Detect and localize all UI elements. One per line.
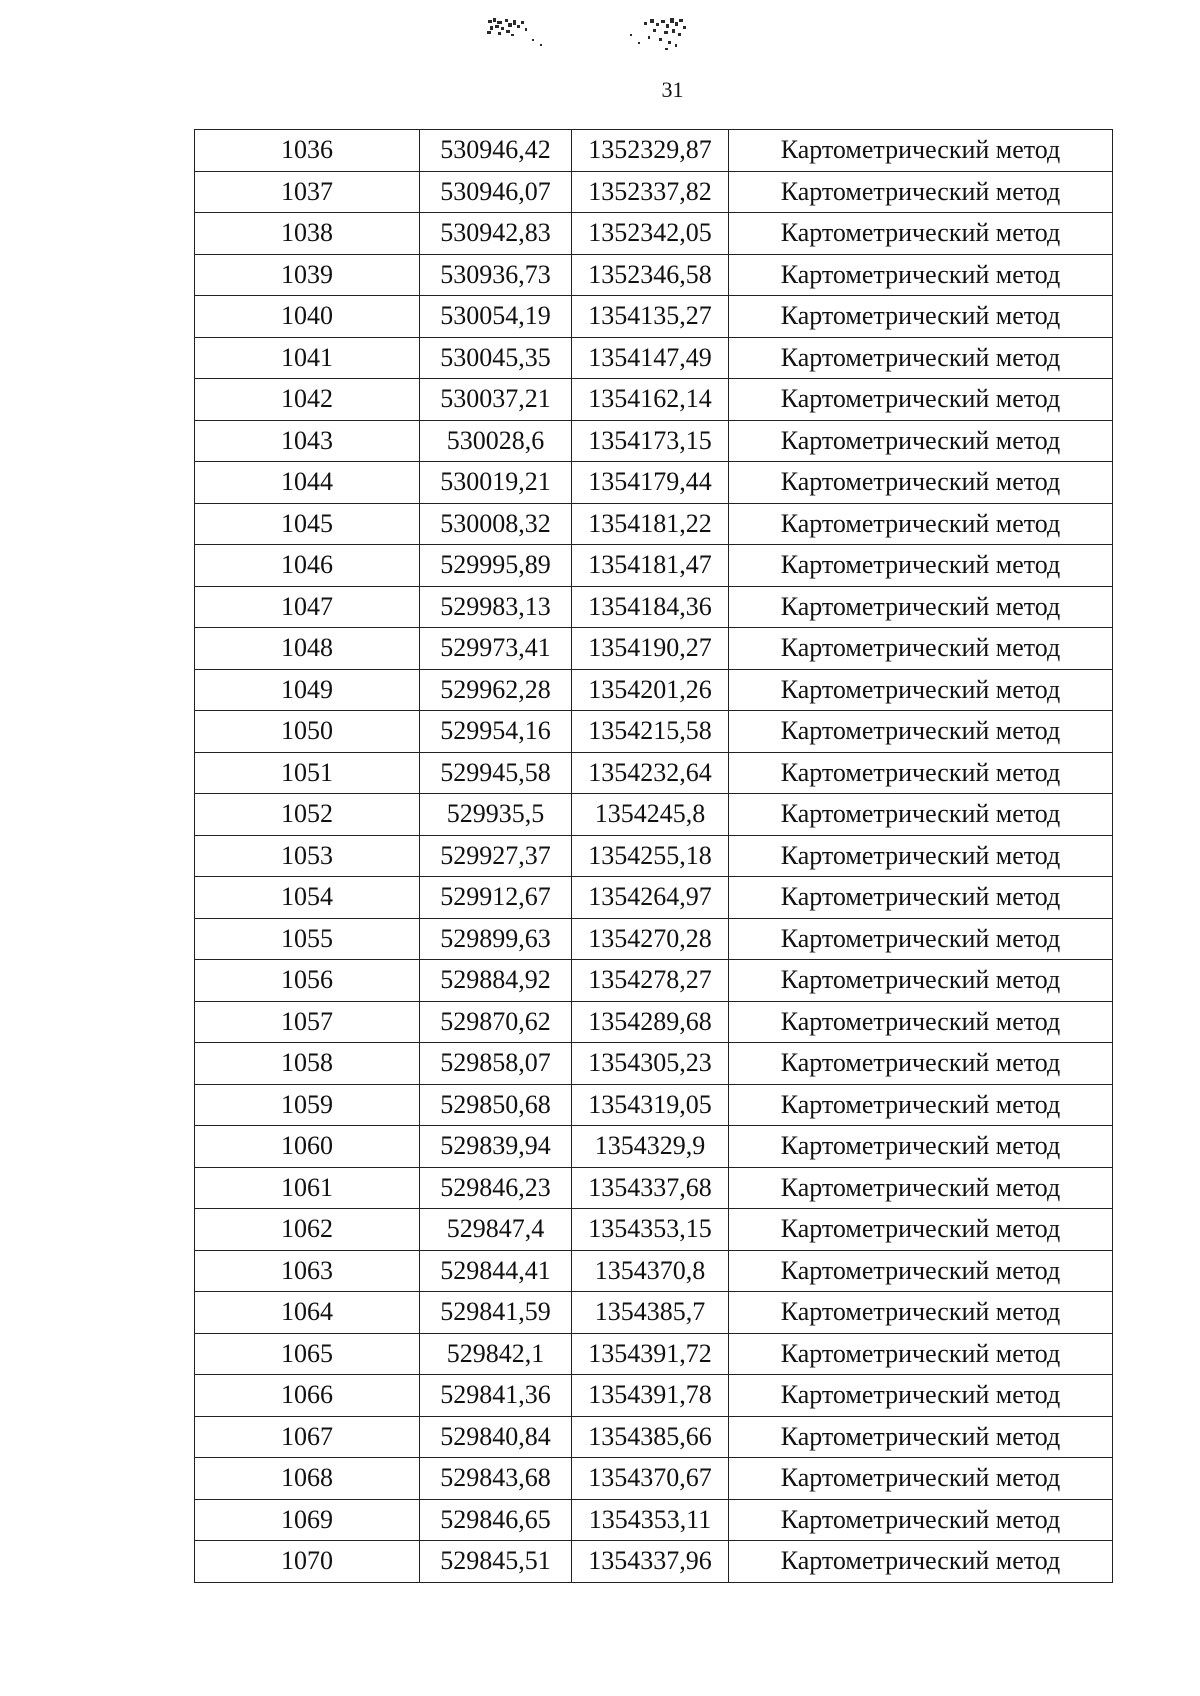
table-row: [195, 213, 1113, 255]
ink-stamp-noise-icon: [480, 14, 720, 66]
point-number-cell: 1065: [195, 1333, 420, 1375]
y-coordinate-cell: 1354329,9: [572, 1126, 729, 1168]
x-coordinate-cell: 529935,5: [420, 794, 572, 836]
method-cell: Картометрический метод: [729, 1499, 1113, 1541]
table-row: [195, 1043, 1113, 1085]
y-coordinate-cell: 1354278,27: [572, 960, 729, 1002]
table-row: [195, 628, 1113, 670]
y-coordinate-cell: 1354181,47: [572, 545, 729, 587]
point-number-cell: 1045: [195, 503, 420, 545]
table-row: [195, 1375, 1113, 1417]
x-coordinate-cell: 529840,84: [420, 1416, 572, 1458]
y-coordinate-cell: 1354370,67: [572, 1458, 729, 1500]
x-coordinate-cell: 529995,89: [420, 545, 572, 587]
method-cell: Картометрический метод: [729, 711, 1113, 753]
method-cell: Картометрический метод: [729, 1043, 1113, 1085]
x-coordinate-cell: 529844,41: [420, 1250, 572, 1292]
x-coordinate-cell: 529870,62: [420, 1001, 572, 1043]
method-cell: Картометрический метод: [729, 171, 1113, 213]
y-coordinate-cell: 1354179,44: [572, 462, 729, 504]
x-coordinate-cell: 529884,92: [420, 960, 572, 1002]
x-coordinate-cell: 530942,83: [420, 213, 572, 255]
method-cell: Картометрический метод: [729, 918, 1113, 960]
method-cell: Картометрический метод: [729, 1333, 1113, 1375]
y-coordinate-cell: 1352337,82: [572, 171, 729, 213]
y-coordinate-cell: 1354305,23: [572, 1043, 729, 1085]
x-coordinate-cell: 529841,36: [420, 1375, 572, 1417]
point-number-cell: 1052: [195, 794, 420, 836]
point-number-cell: 1061: [195, 1167, 420, 1209]
x-coordinate-cell: 529841,59: [420, 1292, 572, 1334]
x-coordinate-cell: 529962,28: [420, 669, 572, 711]
y-coordinate-cell: 1354135,27: [572, 296, 729, 338]
y-coordinate-cell: 1354215,58: [572, 711, 729, 753]
y-coordinate-cell: 1354385,7: [572, 1292, 729, 1334]
y-coordinate-cell: 1352329,87: [572, 130, 729, 172]
method-cell: Картометрический метод: [729, 1167, 1113, 1209]
y-coordinate-cell: 1354264,97: [572, 877, 729, 919]
y-coordinate-cell: 1354201,26: [572, 669, 729, 711]
y-coordinate-cell: 1354255,18: [572, 835, 729, 877]
point-number-cell: 1064: [195, 1292, 420, 1334]
table-row: [195, 545, 1113, 587]
point-number-cell: 1063: [195, 1250, 420, 1292]
table-row: [195, 1001, 1113, 1043]
method-cell: Картометрический метод: [729, 1250, 1113, 1292]
method-cell: Картометрический метод: [729, 254, 1113, 296]
point-number-cell: 1059: [195, 1084, 420, 1126]
table-row: [195, 960, 1113, 1002]
y-coordinate-cell: 1354289,68: [572, 1001, 729, 1043]
point-number-cell: 1042: [195, 379, 420, 421]
table-row: [195, 379, 1113, 421]
method-cell: Картометрический метод: [729, 296, 1113, 338]
table-row: [195, 1541, 1113, 1583]
table-row: [195, 130, 1113, 172]
point-number-cell: 1049: [195, 669, 420, 711]
method-cell: Картометрический метод: [729, 1001, 1113, 1043]
method-cell: Картометрический метод: [729, 420, 1113, 462]
x-coordinate-cell: 529927,37: [420, 835, 572, 877]
table-row: [195, 420, 1113, 462]
y-coordinate-cell: 1354270,28: [572, 918, 729, 960]
table-row: [195, 835, 1113, 877]
method-cell: Картометрический метод: [729, 1541, 1113, 1583]
table-row: [195, 1458, 1113, 1500]
point-number-cell: 1070: [195, 1541, 420, 1583]
table-row: [195, 171, 1113, 213]
method-cell: Картометрический метод: [729, 1084, 1113, 1126]
x-coordinate-cell: 530054,19: [420, 296, 572, 338]
table-row: [195, 503, 1113, 545]
table-row: [195, 1499, 1113, 1541]
method-cell: Картометрический метод: [729, 586, 1113, 628]
table-row: [195, 877, 1113, 919]
table-row: [195, 1084, 1113, 1126]
table-row: [195, 669, 1113, 711]
table-row: [195, 1167, 1113, 1209]
table-row: [195, 1333, 1113, 1375]
point-number-cell: 1056: [195, 960, 420, 1002]
point-number-cell: 1062: [195, 1209, 420, 1251]
method-cell: Картометрический метод: [729, 1126, 1113, 1168]
point-number-cell: 1051: [195, 752, 420, 794]
x-coordinate-cell: 530019,21: [420, 462, 572, 504]
x-coordinate-cell: 529850,68: [420, 1084, 572, 1126]
x-coordinate-cell: 529847,4: [420, 1209, 572, 1251]
point-number-cell: 1040: [195, 296, 420, 338]
method-cell: Картометрический метод: [729, 752, 1113, 794]
table-row: [195, 1209, 1113, 1251]
point-number-cell: 1048: [195, 628, 420, 670]
y-coordinate-cell: 1354147,49: [572, 337, 729, 379]
method-cell: Картометрический метод: [729, 503, 1113, 545]
x-coordinate-cell: 529845,51: [420, 1541, 572, 1583]
point-number-cell: 1044: [195, 462, 420, 504]
method-cell: Картометрический метод: [729, 669, 1113, 711]
x-coordinate-cell: 529973,41: [420, 628, 572, 670]
table-row: [195, 794, 1113, 836]
point-number-cell: 1041: [195, 337, 420, 379]
y-coordinate-cell: 1354385,66: [572, 1416, 729, 1458]
method-cell: Картометрический метод: [729, 877, 1113, 919]
y-coordinate-cell: 1354245,8: [572, 794, 729, 836]
x-coordinate-cell: 530028,6: [420, 420, 572, 462]
table-row: [195, 586, 1113, 628]
y-coordinate-cell: 1354337,96: [572, 1541, 729, 1583]
point-number-cell: 1069: [195, 1499, 420, 1541]
method-cell: Картометрический метод: [729, 1375, 1113, 1417]
y-coordinate-cell: 1354162,14: [572, 379, 729, 421]
x-coordinate-cell: 529945,58: [420, 752, 572, 794]
y-coordinate-cell: 1352346,58: [572, 254, 729, 296]
table-row: [195, 337, 1113, 379]
x-coordinate-cell: 530045,35: [420, 337, 572, 379]
table-row: [195, 296, 1113, 338]
y-coordinate-cell: 1354391,72: [572, 1333, 729, 1375]
y-coordinate-cell: 1354184,36: [572, 586, 729, 628]
method-cell: Картометрический метод: [729, 835, 1113, 877]
y-coordinate-cell: 1354370,8: [572, 1250, 729, 1292]
y-coordinate-cell: 1354353,11: [572, 1499, 729, 1541]
y-coordinate-cell: 1354319,05: [572, 1084, 729, 1126]
point-number-cell: 1050: [195, 711, 420, 753]
y-coordinate-cell: 1352342,05: [572, 213, 729, 255]
method-cell: Картометрический метод: [729, 1416, 1113, 1458]
method-cell: Картометрический метод: [729, 213, 1113, 255]
x-coordinate-cell: 530008,32: [420, 503, 572, 545]
x-coordinate-cell: 529842,1: [420, 1333, 572, 1375]
point-number-cell: 1047: [195, 586, 420, 628]
point-number-cell: 1054: [195, 877, 420, 919]
point-number-cell: 1055: [195, 918, 420, 960]
method-cell: Картометрический метод: [729, 1458, 1113, 1500]
coordinates-table: [194, 129, 1113, 1583]
y-coordinate-cell: 1354190,27: [572, 628, 729, 670]
point-number-cell: 1057: [195, 1001, 420, 1043]
x-coordinate-cell: 530037,21: [420, 379, 572, 421]
x-coordinate-cell: 529858,07: [420, 1043, 572, 1085]
method-cell: Картометрический метод: [729, 545, 1113, 587]
y-coordinate-cell: 1354232,64: [572, 752, 729, 794]
x-coordinate-cell: 529912,67: [420, 877, 572, 919]
point-number-cell: 1043: [195, 420, 420, 462]
table-row: [195, 462, 1113, 504]
x-coordinate-cell: 530946,07: [420, 171, 572, 213]
x-coordinate-cell: 529843,68: [420, 1458, 572, 1500]
point-number-cell: 1037: [195, 171, 420, 213]
point-number-cell: 1039: [195, 254, 420, 296]
point-number-cell: 1036: [195, 130, 420, 172]
method-cell: Картометрический метод: [729, 628, 1113, 670]
x-coordinate-cell: 529954,16: [420, 711, 572, 753]
y-coordinate-cell: 1354181,22: [572, 503, 729, 545]
table-row: [195, 254, 1113, 296]
table-row: [195, 1126, 1113, 1168]
y-coordinate-cell: 1354173,15: [572, 420, 729, 462]
y-coordinate-cell: 1354353,15: [572, 1209, 729, 1251]
x-coordinate-cell: 529846,65: [420, 1499, 572, 1541]
method-cell: Картометрический метод: [729, 337, 1113, 379]
x-coordinate-cell: 530946,42: [420, 130, 572, 172]
table-row: [195, 1416, 1113, 1458]
point-number-cell: 1068: [195, 1458, 420, 1500]
method-cell: Картометрический метод: [729, 462, 1113, 504]
table-row: [195, 752, 1113, 794]
x-coordinate-cell: 529899,63: [420, 918, 572, 960]
point-number-cell: 1066: [195, 1375, 420, 1417]
point-number-cell: 1038: [195, 213, 420, 255]
x-coordinate-cell: 529983,13: [420, 586, 572, 628]
y-coordinate-cell: 1354391,78: [572, 1375, 729, 1417]
table-row: [195, 1250, 1113, 1292]
point-number-cell: 1046: [195, 545, 420, 587]
method-cell: Картометрический метод: [729, 379, 1113, 421]
method-cell: Картометрический метод: [729, 130, 1113, 172]
method-cell: Картометрический метод: [729, 1292, 1113, 1334]
point-number-cell: 1058: [195, 1043, 420, 1085]
x-coordinate-cell: 529839,94: [420, 1126, 572, 1168]
table-row: [195, 711, 1113, 753]
page-number: 31: [661, 77, 684, 102]
x-coordinate-cell: 530936,73: [420, 254, 572, 296]
method-cell: Картометрический метод: [729, 1209, 1113, 1251]
table-row: [195, 918, 1113, 960]
table-row: [195, 1292, 1113, 1334]
y-coordinate-cell: 1354337,68: [572, 1167, 729, 1209]
method-cell: Картометрический метод: [729, 794, 1113, 836]
point-number-cell: 1060: [195, 1126, 420, 1168]
point-number-cell: 1053: [195, 835, 420, 877]
point-number-cell: 1067: [195, 1416, 420, 1458]
method-cell: Картометрический метод: [729, 960, 1113, 1002]
x-coordinate-cell: 529846,23: [420, 1167, 572, 1209]
